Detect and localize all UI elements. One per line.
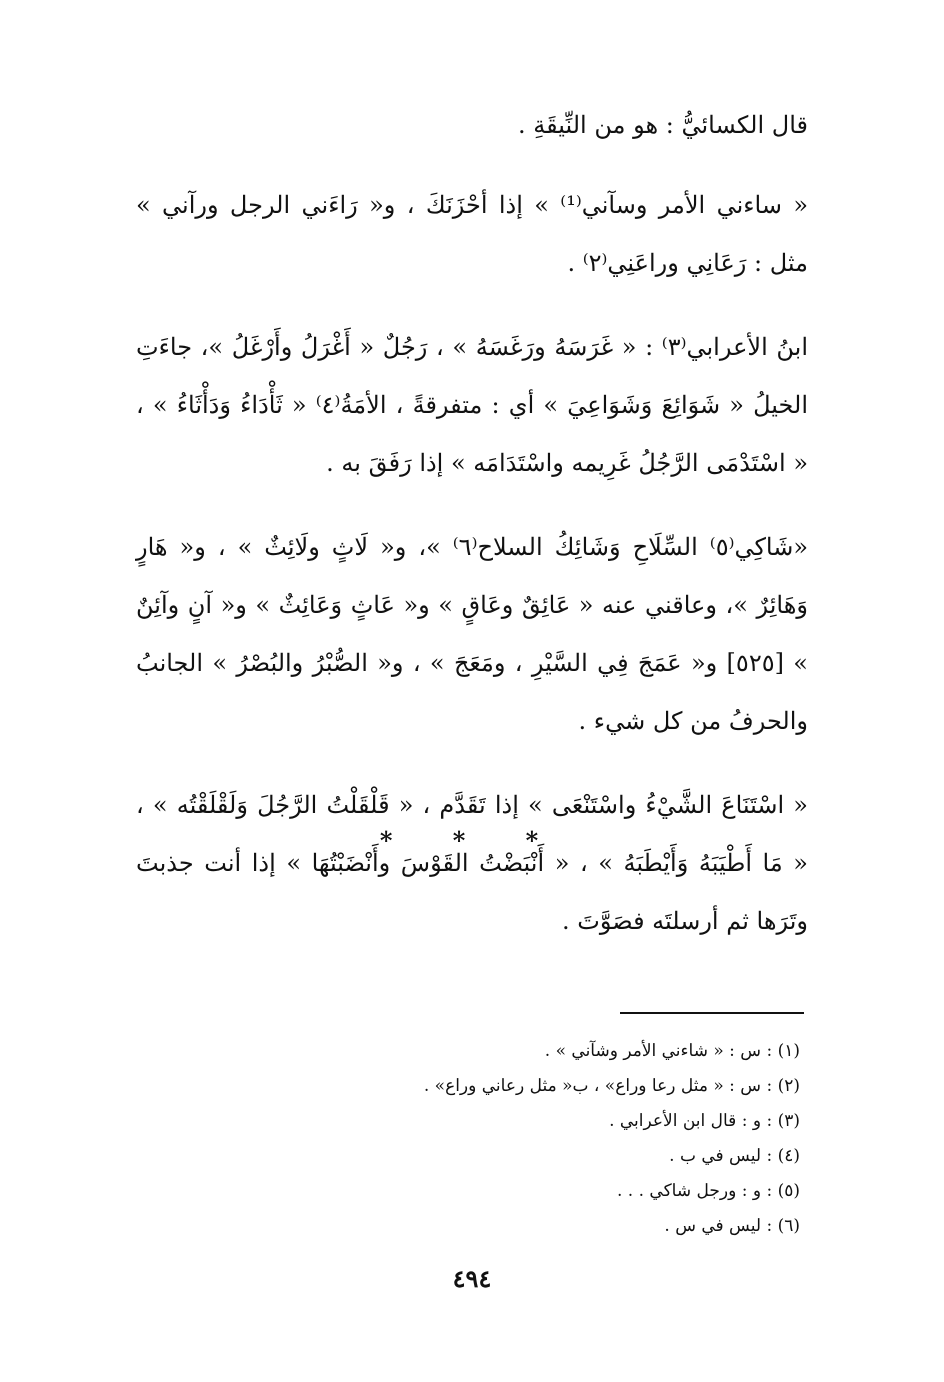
paragraph-3: ابنُ الأعرابي⁽٣⁾ : « غَرَسَهُ ورَغَسَهُ » ، رَجُلٌ « أَغْرَلُ وأَرْغَلُ »، جاءَتِ الخيلُ « شَوَائِعَ وَشَوَاعِيَ » أي : متفرقةً ، الأمَةُ⁽٤⁾ « ثَأْدَاءُ وَدَأْثَاءُ » ، « اسْتَدْمَى الرَّجُلُ غَرِيمه واسْتَدَامَه » إذا رَفَقَ به . bbox=[136, 333, 809, 477]
footnote-2: (٢) : س : « مثل رعا وراع» ، ب« مثل رعاني وراع» . bbox=[423, 1076, 800, 1096]
footnote-1: (١) : س : « شاءني الأمر وشآني » . bbox=[544, 1041, 800, 1061]
footnotes bbox=[300, 1034, 800, 1244]
footnote-6: (٦) : ليس في س . bbox=[664, 1216, 800, 1236]
paragraph-1: قال الكسائيُّ : هو من النِّيقَةِ . bbox=[517, 111, 808, 139]
paragraph-2: « ساءني الأمر وسآني⁽¹⁾ » إذا أحْزَنَكَ ، و« رَاءَني الرجل ورآني » مثل : رَعَانِي وراعَنِي⁽٢⁾ . bbox=[136, 191, 809, 277]
paragraph-4: «شَاكِي⁽٥⁾ السِّلَاحِ وَشَائِكُ السلاح⁽٦⁾ »، و« لَاثٍ ولَائِثٌ » ، و« هَارٍ وَهَائِرٌ »، وعاقني عنه « عَائِقٌ وعَاقٍ » و« عَاثٍ وَعَائِثٌ » و« آنٍ وآئِنٌ » [٥٢٥] و« عَمَجَ فِي السَّيْرِ ، ومَعَجَ » ، و« الصُّبْرُ والبُصْرُ » الجانبُ والحرفُ من كل شيء . bbox=[136, 533, 809, 735]
footnote-divider bbox=[620, 1012, 804, 1014]
page-number: ٤٩٤ bbox=[452, 1264, 492, 1293]
footnote-3: (٣) : و : قال ابن الأعرابي . bbox=[609, 1111, 800, 1131]
footnote-5: (٥) : و : ورجل شاكي . . . bbox=[616, 1181, 800, 1201]
paragraph-5: « اسْتَنَاعَ الشَّيْءُ واسْتَنْعَى » إذا تَقَدَّم ، « قَلْقَلْتُ الرَّجُلَ وَلَقْلَقْتُه » ، « مَا أَطْيَبَهُ وَأَيْطَبَهُ » ، « أَنْبَضْتُ القَوْسَ وأَنْضَبْتُهَا » إذا أنت جذبتَ وتَرَها ثم أرسلتَه فصَوَّتَ . bbox=[136, 791, 808, 935]
footnote-4: (٤) : ليس في ب . bbox=[669, 1146, 800, 1166]
section-separator: * * * bbox=[379, 826, 565, 855]
